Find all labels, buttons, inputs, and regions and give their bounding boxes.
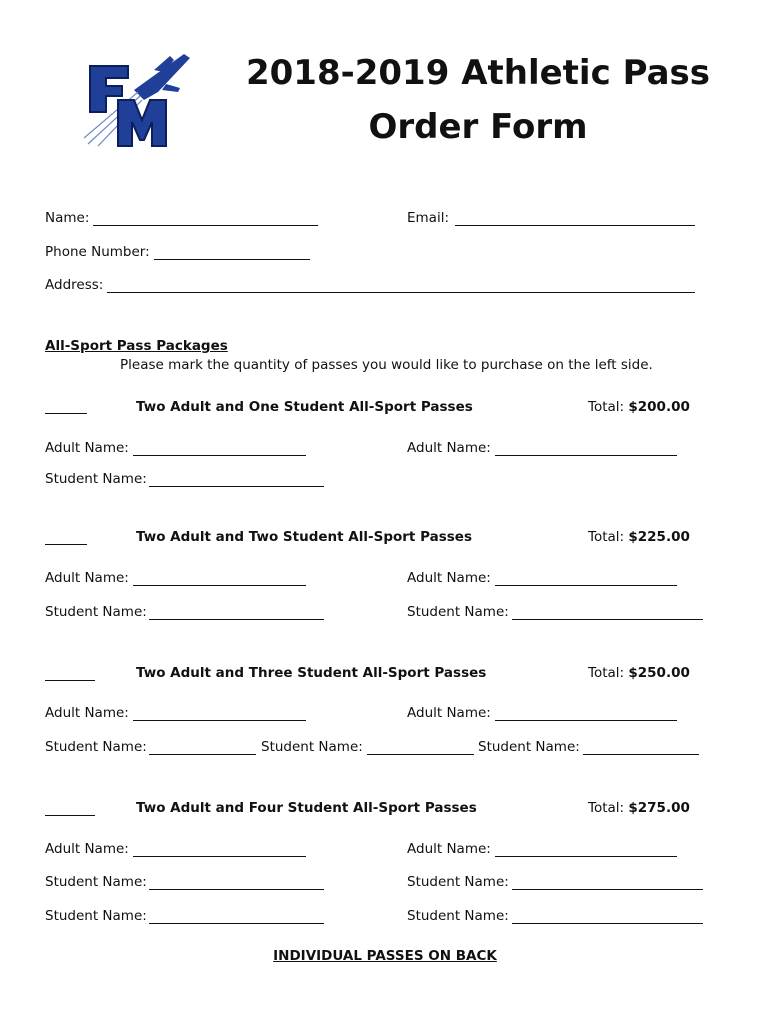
adult-name-label: Adult Name:: [45, 570, 129, 586]
student-name-label: Student Name:: [261, 739, 363, 755]
student-name-label: Student Name:: [407, 908, 509, 924]
adult-name-field[interactable]: [495, 720, 677, 721]
package-title: Two Adult and Four Student All-Sport Passes: [136, 800, 477, 816]
student-name-field[interactable]: [149, 923, 324, 924]
school-logo: [84, 50, 194, 150]
package-total: Total: $250.00: [588, 665, 690, 681]
adult-name-label: Adult Name:: [45, 841, 129, 857]
student-name-label: Student Name:: [45, 471, 147, 487]
quantity-field-package-1[interactable]: [45, 413, 87, 414]
student-name-field[interactable]: [149, 486, 324, 487]
form-title-line2: Order Form: [368, 107, 588, 147]
adult-name-label: Adult Name:: [407, 570, 491, 586]
student-name-label: Student Name:: [45, 739, 147, 755]
adult-name-label: Adult Name:: [45, 440, 129, 456]
student-name-field[interactable]: [583, 754, 699, 755]
form-title-line1: 2018-2019 Athletic Pass: [245, 53, 710, 93]
name-label: Name:: [45, 210, 90, 226]
student-name-field[interactable]: [512, 619, 703, 620]
student-name-field[interactable]: [512, 889, 703, 890]
package-title: Two Adult and Two Student All-Sport Passes: [136, 529, 472, 545]
student-name-label: Student Name:: [45, 604, 147, 620]
student-name-field[interactable]: [367, 754, 474, 755]
adult-name-field[interactable]: [495, 585, 677, 586]
section-heading: All-Sport Pass Packages: [45, 338, 228, 354]
section-instruction: Please mark the quantity of passes you would like to purchase on the left side.: [120, 357, 653, 373]
adult-name-field[interactable]: [133, 720, 306, 721]
student-name-label: Student Name:: [478, 739, 580, 755]
address-label: Address:: [45, 277, 104, 293]
address-field[interactable]: [107, 292, 695, 293]
quantity-field-package-2[interactable]: [45, 544, 87, 545]
package-total: Total: $200.00: [588, 399, 690, 415]
student-name-field[interactable]: [512, 923, 703, 924]
adult-name-label: Adult Name:: [407, 440, 491, 456]
footer-note: INDIVIDUAL PASSES ON BACK: [273, 948, 497, 964]
email-field[interactable]: [455, 225, 695, 226]
adult-name-label: Adult Name:: [407, 841, 491, 857]
package-title: Two Adult and One Student All-Sport Passes: [136, 399, 473, 415]
package-total: Total: $225.00: [588, 529, 690, 545]
adult-name-field[interactable]: [495, 455, 677, 456]
student-name-label: Student Name:: [407, 874, 509, 890]
adult-name-field[interactable]: [495, 856, 677, 857]
phone-label: Phone Number:: [45, 244, 150, 260]
adult-name-field[interactable]: [133, 455, 306, 456]
student-name-field[interactable]: [149, 619, 324, 620]
email-label: Email:: [407, 210, 450, 226]
student-name-field[interactable]: [149, 889, 324, 890]
adult-name-label: Adult Name:: [407, 705, 491, 721]
quantity-field-package-3[interactable]: [45, 680, 95, 681]
adult-name-field[interactable]: [133, 585, 306, 586]
adult-name-field[interactable]: [133, 856, 306, 857]
student-name-field[interactable]: [149, 754, 256, 755]
student-name-label: Student Name:: [407, 604, 509, 620]
adult-name-label: Adult Name:: [45, 705, 129, 721]
package-total: Total: $275.00: [588, 800, 690, 816]
student-name-label: Student Name:: [45, 874, 147, 890]
name-field[interactable]: [93, 225, 318, 226]
package-title: Two Adult and Three Student All-Sport Passes: [136, 665, 487, 681]
quantity-field-package-4[interactable]: [45, 815, 95, 816]
student-name-label: Student Name:: [45, 908, 147, 924]
phone-field[interactable]: [154, 259, 310, 260]
